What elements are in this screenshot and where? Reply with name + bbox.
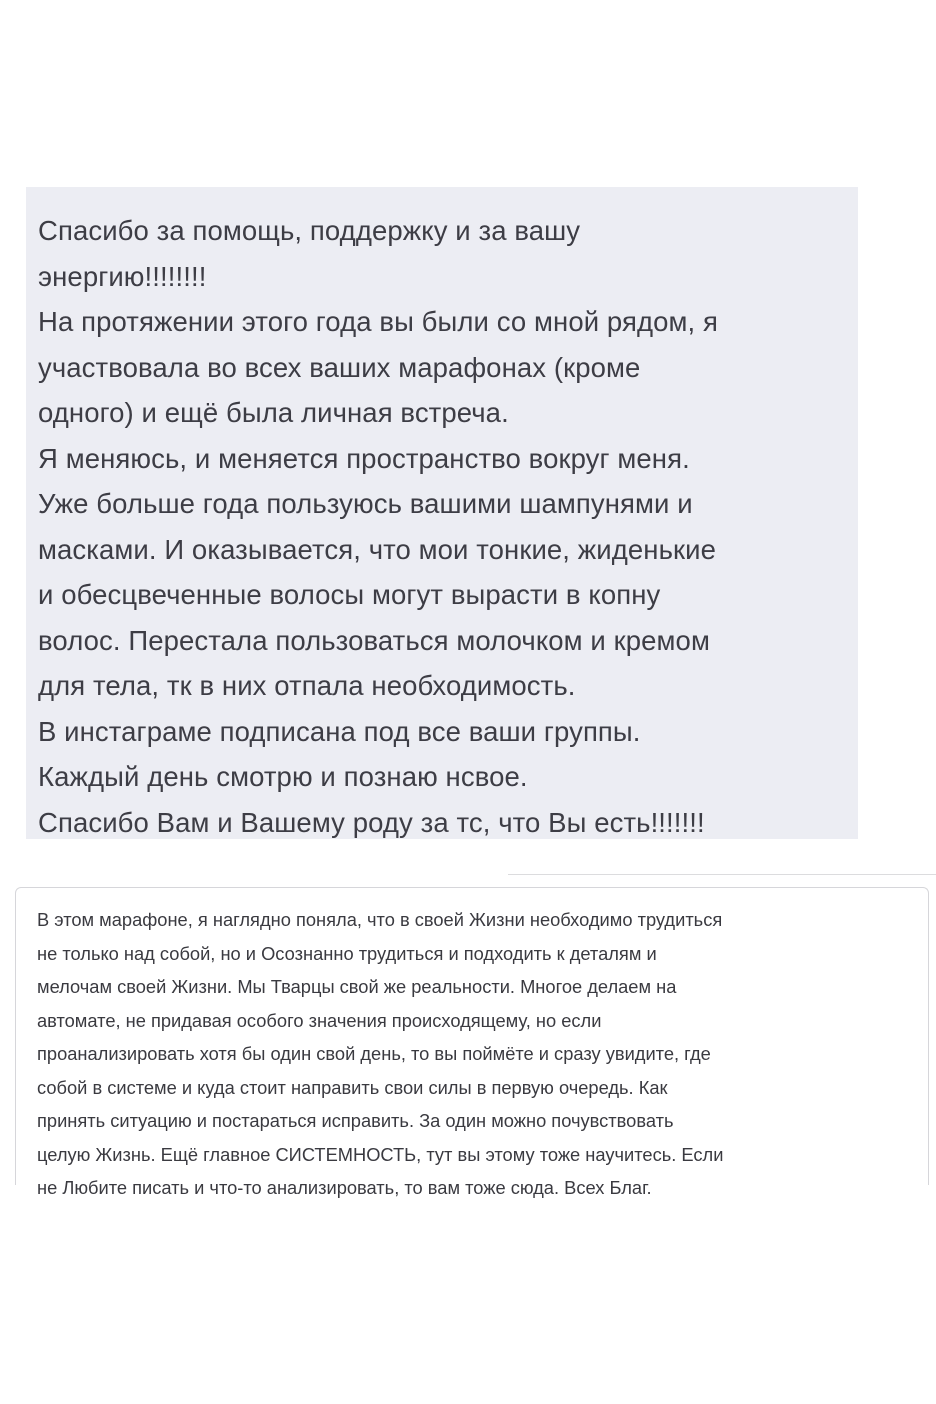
review-card-line: В этом марафоне, я наглядно поняла, что в своей Жизни необходимо трудиться <box>37 909 723 930</box>
review-text-line: Я меняюсь, и меняется пространство вокруг меня. <box>38 442 690 474</box>
review-card-line: проанализировать хотя бы один свой день, то вы поймёте и сразу увидите, где <box>37 1043 711 1064</box>
review-card-line: мелочам своей Жизни. Мы Тварцы свой же реальности. Многое делаем на <box>37 976 677 997</box>
review-text-line: для тела, тк в них отпала необходимость. <box>38 670 576 701</box>
review-text-line: масками. И оказывается, что мои тонкие, жиденькие <box>38 533 716 565</box>
review-text-line: участвовала во всех ваших марафонах (кроме <box>38 351 641 383</box>
review-text-line: В инстаграме подписана под все ваши группы. <box>38 715 641 747</box>
review-text-line: энергию!!!!!!!! <box>38 260 207 292</box>
review-text-line: и обесцвеченные волосы могут вырасти в копну <box>38 579 661 610</box>
divider <box>508 874 936 875</box>
review-card-line: не только над собой, но и Осознанно трудиться и подходить к деталям и <box>37 942 657 964</box>
review-text-line: Спасибо Вам и Вашему роду за тс, что Вы есть!!!!!!! <box>38 806 705 838</box>
review-card-line: не Любите писать и что-то анализировать, то вам тоже сюда. Всех Благ. <box>37 1177 652 1198</box>
review-text-line: одного) и ещё была личная встреча. <box>38 397 509 428</box>
review-card-line: принять ситуацию и постараться исправить. За один можно почувствовать <box>37 1110 674 1131</box>
review-card-line: целую Жизнь. Ещё главное СИСТЕМНОСТЬ, тут вы этому тоже научитесь. Если <box>37 1143 724 1165</box>
review-card-line: собой в системе и куда стоит направить свои силы в первую очередь. Как <box>37 1076 668 1098</box>
review-text-line: волос. Перестала пользоваться молочком и кремом <box>38 624 710 656</box>
review-text-line: Спасибо за помощь, поддержку и за вашу <box>38 215 581 246</box>
review-text-line: Каждый день смотрю и познаю нсвое. <box>38 761 528 792</box>
review-message-bubble <box>26 187 858 839</box>
review-card-line: автомате, не придавая особого значения происходящему, но если <box>37 1009 602 1031</box>
review-text-line: На протяжении этого года вы были со мной рядом, я <box>38 306 719 337</box>
review-card <box>15 887 929 1198</box>
review-text-line: Уже больше года пользуюсь вашими шампунями и <box>38 488 693 519</box>
